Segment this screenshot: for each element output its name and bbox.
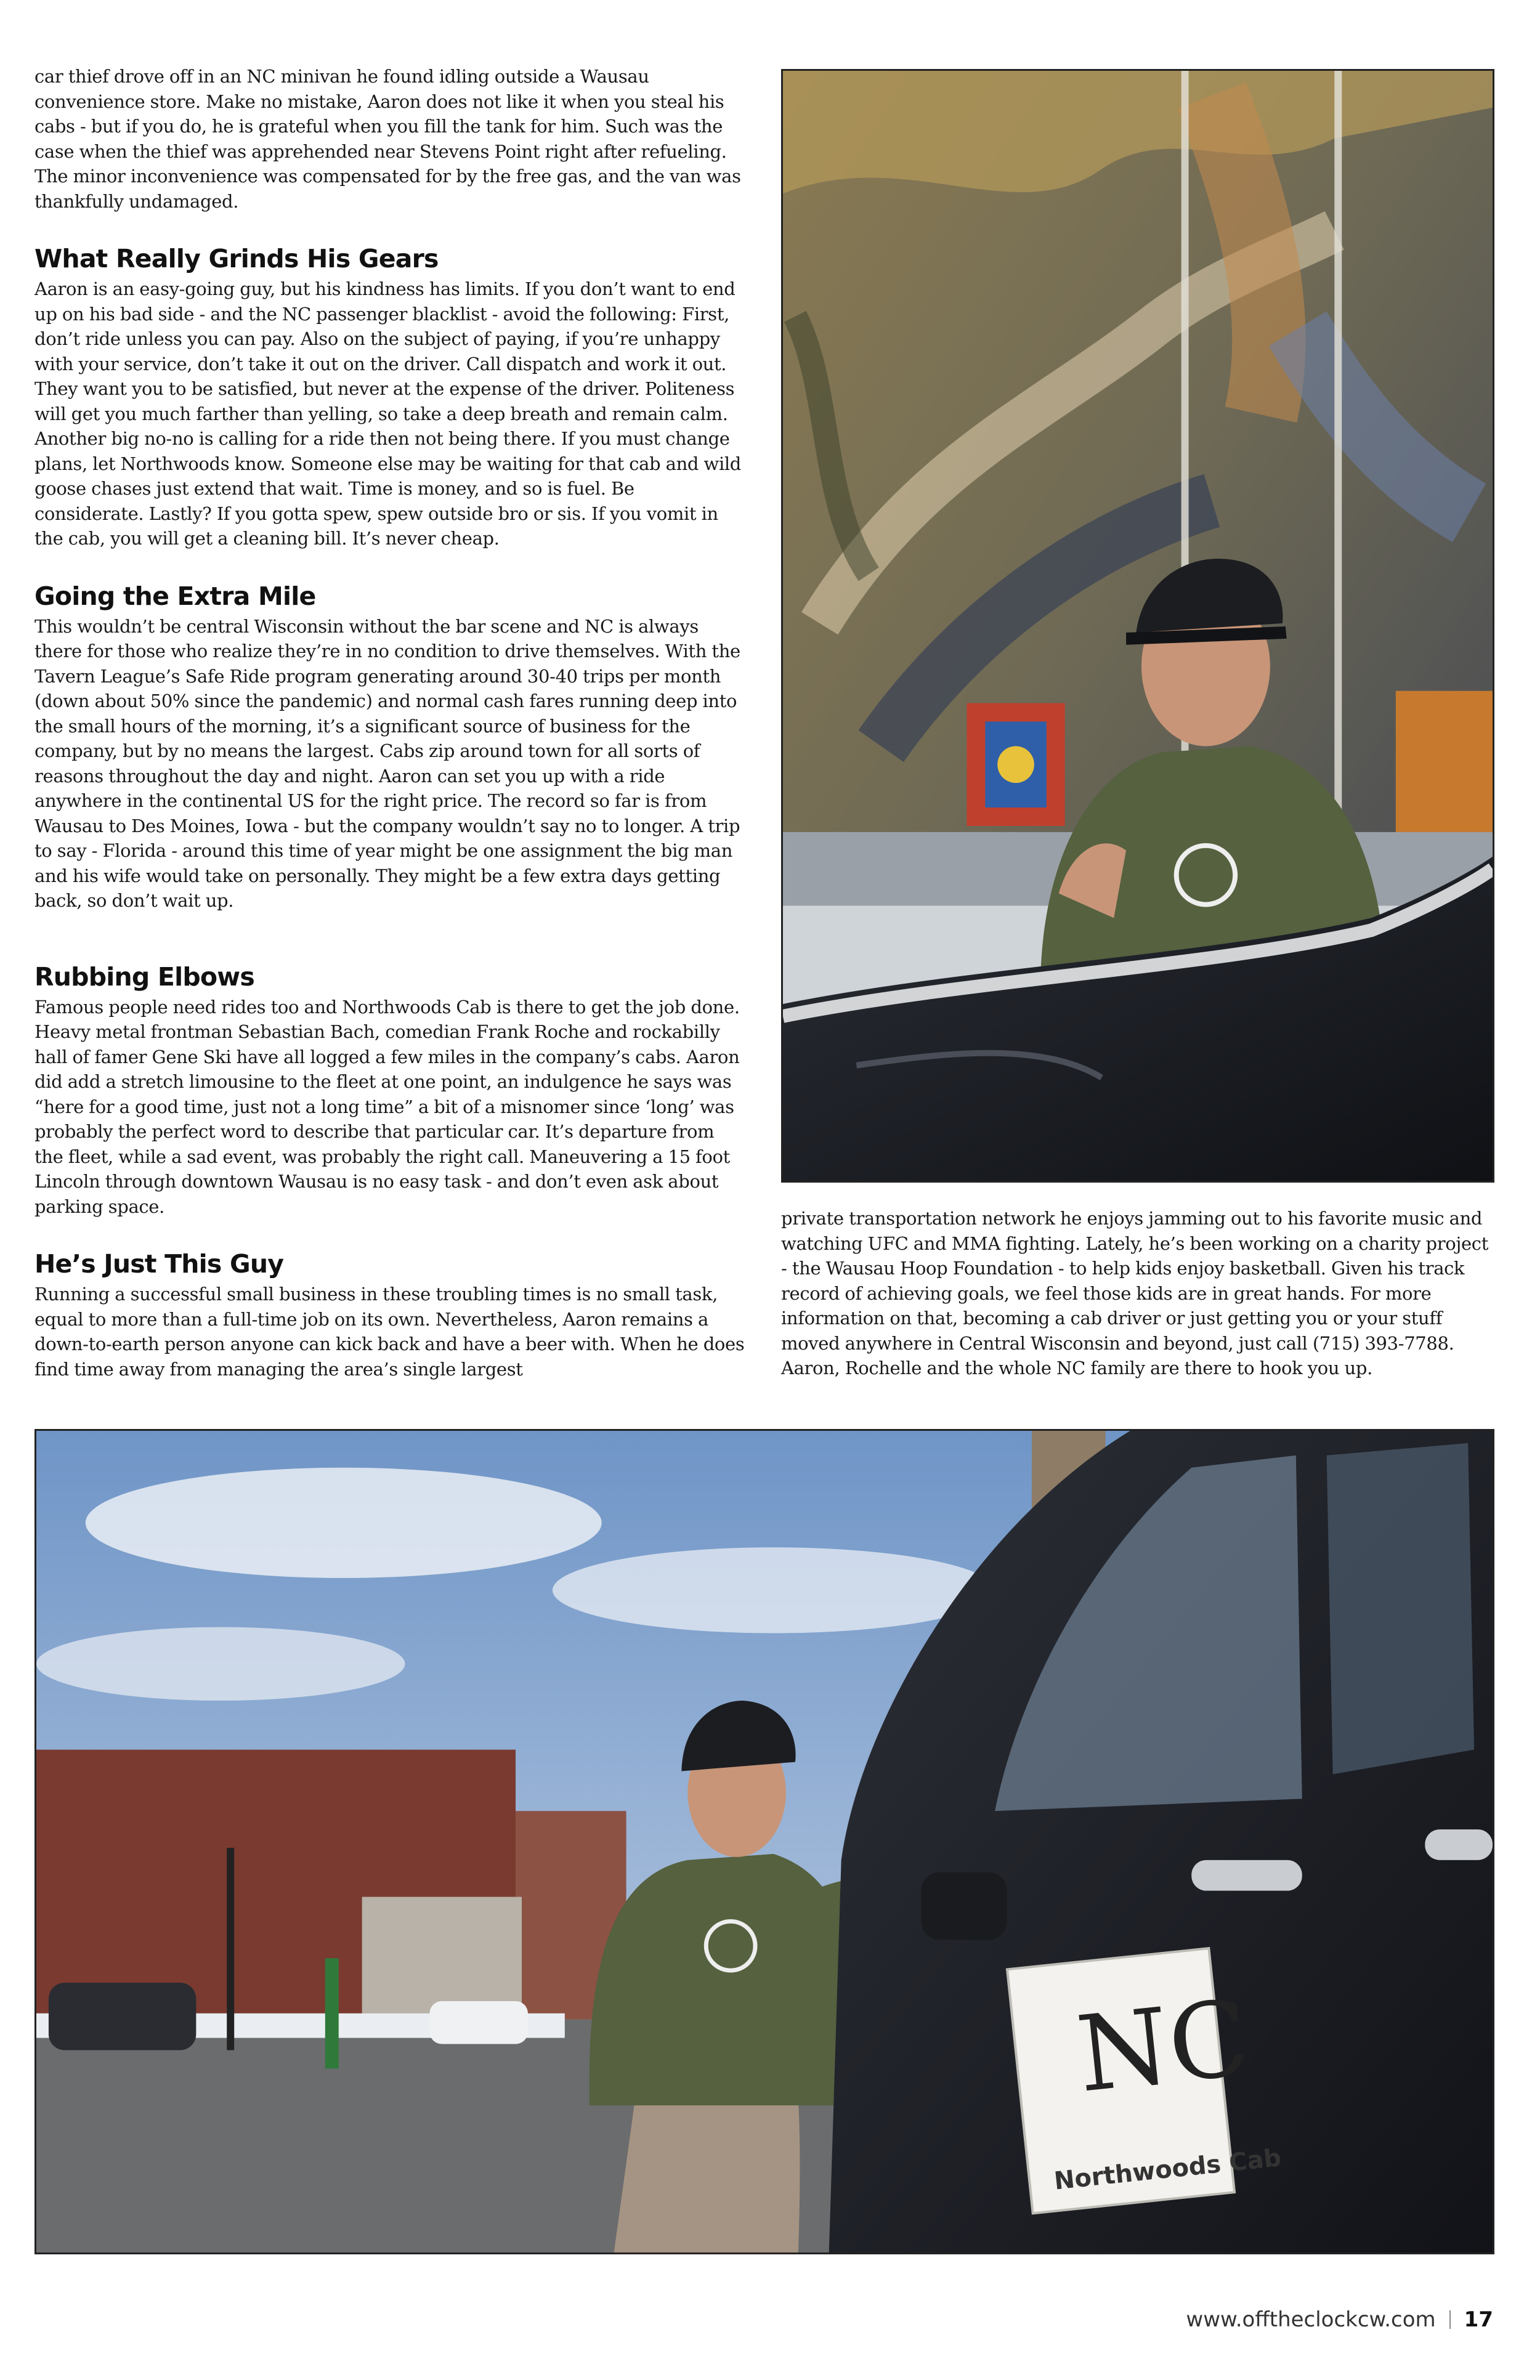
photo-man-in-front-of-mural-icon (783, 71, 1493, 1181)
left-text-column (34, 64, 747, 1382)
section-text-rubbing-elbows: Famous people need rides too and Northwoods Cab is there to get the job done. Heavy metal frontman Sebastian Bach, comedian Frank Roche and rockabilly hall of famer Gene Ski have all logged a few miles in the company’s cabs. Aaron did add a stretch limousine to the fleet at one point, an indulgence he says was “here for a good time, just not a long time” a bit of a misnomer since ‘long’ was probably the perfect word to describe that particular car. It’s departure from the fleet, while a sad event, was probably the right call. Maneuvering a 15 foot Lincoln through downtown Wausau is no easy task - and don’t even ask about parking space. (34, 996, 740, 1217)
page-footer (1186, 2307, 1493, 2332)
right-text-column (781, 1206, 1493, 1381)
photo-man-leaning-on-cab (34, 1429, 1494, 2254)
photo-man-in-front-of-mural (781, 69, 1494, 1183)
page-number: 17 (1464, 2307, 1493, 2332)
cab-logo-name: Northwoods Cab (1052, 2143, 1283, 2196)
intro-paragraph: car thief drove off in an NC minivan he found idling outside a Wausau convenience store. Make no mistake, Aaron does not like it when you steal his cabs - but if you do, he is grateful when you fill the tank for him. Such was the case when the thief was apprehended near Stevens Point right after refueling. The minor inconvenience was compensated for by the free gas, and the van was thankfully undamaged. (34, 66, 741, 212)
section-text-grinds-gears: Aaron is an easy-going guy, but his kindness has limits. If you don’t want to end up on his bad side - and the NC passenger blacklist - avoid the following: First, don’t ride unless you can pay. Also on the subject of paying, if you’re unhappy with your service, don’t take it out on the driver. Call dispatch and work it out. They want you to be satisfied, but never at the expense of the driver. Politeness will get you much farther than yelling, so take a deep breath and remain calm. Another big no-no is calling for a ride then not being there. If you must change plans, let Northwoods know. Someone else may be waiting for that cab and wild goose chases just extend that wait. Time is money, and so is fuel. Be considerate. Lastly? If you gotta spew, spew outside bro or sis. If you vomit in the cab, you will get a cleaning bill. It’s never cheap. (34, 278, 742, 549)
section-heading-rubbing-elbows: Rubbing Elbows (34, 961, 254, 992)
continuation-paragraph: private transportation network he enjoys jamming out to his favorite music and watching UFC and MMA fighting. Lately, he’s been working on a charity project - the Wausau Hoop Foundation - to help kids enjoy basketball. Given his track record of achieving goals, we feel those kids are in great hands. For more information on that, becoming a cab driver or just getting you or your stuff moved anywhere in Central Wisconsin and beyond, just call (715) 393-7788. Aaron, Rochelle and the whole NC family are there to hook you up. (781, 1208, 1488, 1378)
photo-man-leaning-on-cab-icon (36, 1431, 1493, 2252)
section-heading-grinds-gears: What Really Grinds His Gears (34, 244, 439, 273)
footer-url: www.offtheclockcw.com (1186, 2307, 1436, 2332)
section-text-extra-mile: This wouldn’t be central Wisconsin without the bar scene and NC is always there for those who realize they’re in no condition to drive themselves. With the Tavern League’s Safe Ride program generating around 30-40 trips per month (down about 50% since the pandemic) and normal cash fares running deep into the small hours of the morning, it’s a significant source of business for the company, but by no means the largest. Cabs zip around town for all sorts of reasons throughout the day and night. Aaron can set you up with a ride anywhere in the continental US for the right price. The record so far is from Wausau to Des Moines, Iowa - but the company wouldn’t say no to longer. A trip to say - Florida - around this time of year might be one assignment the big man and his wife would take on personally. They might be a few extra days getting back, so don’t wait up. (34, 615, 740, 911)
footer-divider (1449, 2310, 1451, 2329)
cab-logo-letters: NC (1071, 1977, 1255, 2116)
section-text-just-this-guy: Running a successful small business in these troubling times is no small task, equal to more than a full-time job on its own. Nevertheless, Aaron remains a down-to-earth person anyone can kick back and have a beer with. When he does find time away from managing the area’s single largest (34, 1284, 745, 1380)
section-heading-extra-mile: Going the Extra Mile (34, 581, 316, 611)
section-heading-just-this-guy: He’s Just This Guy (34, 1249, 284, 1279)
